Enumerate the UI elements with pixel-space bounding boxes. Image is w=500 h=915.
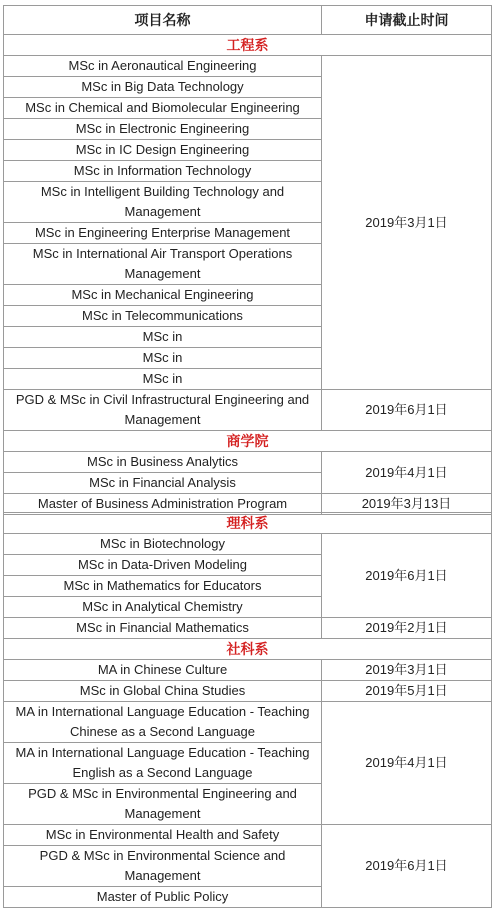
section-row (4, 35, 492, 56)
program-name: MSc in Financial Mathematics (4, 618, 322, 639)
deadline-cell: 2019年2月1日 (322, 618, 492, 639)
program-name: MSc in (4, 348, 322, 369)
deadline-table-1 (3, 5, 492, 515)
column-header-deadline: 申请截止时间 (322, 6, 492, 35)
section-row (4, 639, 492, 660)
deadline-cell: 2019年4月1日 (322, 702, 492, 825)
program-name: MSc in IC Design Engineering (4, 140, 322, 161)
section-title: 商学院 (4, 431, 492, 452)
table-body (4, 513, 492, 908)
table-row (4, 825, 492, 846)
program-name: PGD & MSc in Environmental Science and Management (4, 846, 322, 887)
program-name: MSc in (4, 327, 322, 348)
deadline-cell: 2019年6月1日 (322, 390, 492, 431)
program-name: MSc in Information Technology (4, 161, 322, 182)
program-name: MSc in Engineering Enterprise Management (4, 223, 322, 244)
program-name: MSc in Telecommunications (4, 306, 322, 327)
program-name: MSc in Mathematics for Educators (4, 576, 322, 597)
section-title: 工程系 (4, 35, 492, 56)
program-name: MA in Chinese Culture (4, 660, 322, 681)
deadline-cell: 2019年4月1日 (322, 452, 492, 494)
program-name: MSc in Aeronautical Engineering (4, 56, 322, 77)
program-name: MSc in Financial Analysis (4, 473, 322, 494)
program-name: MSc in Business Analytics (4, 452, 322, 473)
deadline-cell: 2019年6月1日 (322, 534, 492, 618)
table-row (4, 56, 492, 77)
section-row (4, 431, 492, 452)
deadline-cell: 2019年5月1日 (322, 681, 492, 702)
column-header-program: 项目名称 (4, 6, 322, 35)
deadline-table-2 (3, 512, 492, 908)
table-row (4, 452, 492, 473)
program-name: MSc in Analytical Chemistry (4, 597, 322, 618)
table-body (4, 35, 492, 515)
program-name: MSc in Chemical and Biomolecular Engineering (4, 98, 322, 119)
program-name: PGD & MSc in Environmental Engineering and Management (4, 784, 322, 825)
table-row (4, 534, 492, 555)
program-name: MSc in Biotechnology (4, 534, 322, 555)
program-name: MA in International Language Education - Teaching English as a Second Language (4, 743, 322, 784)
program-name: PGD & MSc in Civil Infrastructural Engineering and Management (4, 390, 322, 431)
program-name: MA in International Language Education - Teaching Chinese as a Second Language (4, 702, 322, 743)
section-title: 理科系 (4, 513, 492, 534)
program-name: MSc in Big Data Technology (4, 77, 322, 98)
table-row (4, 702, 492, 743)
section-row (4, 513, 492, 534)
program-name: MSc in Environmental Health and Safety (4, 825, 322, 846)
table-row (4, 681, 492, 702)
program-name: MSc in Intelligent Building Technology and Management (4, 182, 322, 223)
section-title: 社科系 (4, 639, 492, 660)
program-name: Master of Business Administration Program (4, 494, 322, 515)
table-row (4, 390, 492, 431)
program-name: MSc in Electronic Engineering (4, 119, 322, 140)
program-name: MSc in (4, 369, 322, 390)
deadline-cell: 2019年3月13日 (322, 494, 492, 515)
deadline-cell: 2019年3月1日 (322, 56, 492, 390)
deadline-cell: 2019年6月1日 (322, 825, 492, 908)
program-name: MSc in Global China Studies (4, 681, 322, 702)
program-name: MSc in Mechanical Engineering (4, 285, 322, 306)
program-name: MSc in Data-Driven Modeling (4, 555, 322, 576)
program-name: Master of Public Policy (4, 887, 322, 908)
table-row (4, 660, 492, 681)
table-row (4, 618, 492, 639)
table-header-row (4, 6, 492, 35)
deadline-cell: 2019年3月1日 (322, 660, 492, 681)
program-name: MSc in International Air Transport Operations Management (4, 244, 322, 285)
